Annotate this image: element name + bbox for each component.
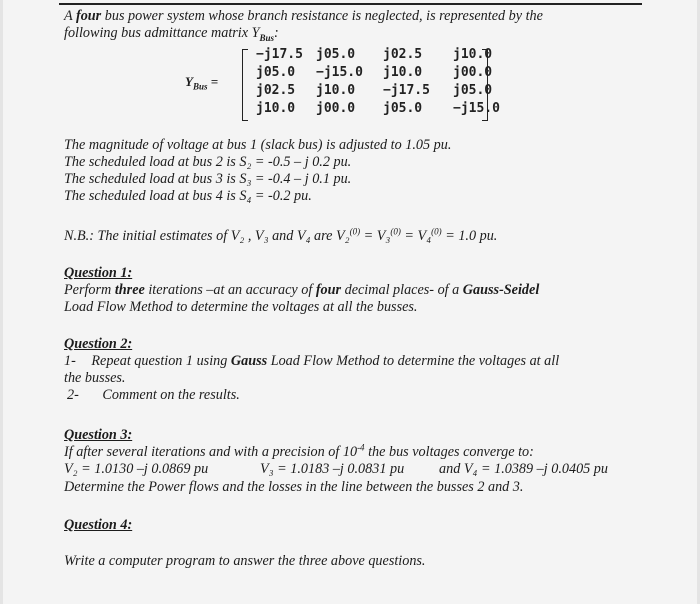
matrix-equals: = <box>210 74 219 89</box>
q2-item-1-line-2: the busses. <box>64 370 126 386</box>
matrix-cell-r4-c4: −j15.0 <box>453 101 500 116</box>
q3-v3: V₃ = 1.0183 –j 0.0831 pu <box>260 461 405 477</box>
q1-line-2: Load Flow Method to determine the voltages at all the busses. <box>64 299 418 315</box>
matrix-cell-r1-c3: j02.5 <box>383 47 423 62</box>
intro-text-c: bus power system whose branch resistance is neglected, is represented by the <box>101 8 543 24</box>
q4-line-1: Write a computer program to answer the three above questions. <box>64 553 426 569</box>
q2-item-1-text-a: Repeat question 1 using <box>91 353 231 369</box>
nb-sup-3: (0) <box>431 226 442 237</box>
q2-item-1 <box>64 353 559 369</box>
given-s3: The scheduled load at bus 3 is S₃ = -0.4 – j 0.1 pu. <box>64 171 352 187</box>
nb-text-c: = V₄ <box>400 228 432 244</box>
matrix-cell-r4-c3: j05.0 <box>383 101 423 116</box>
intro-line-2 <box>64 25 279 41</box>
matrix-cell-r2-c1: j05.0 <box>256 65 296 80</box>
q3-line-1 <box>64 444 534 460</box>
given-s4: The scheduled load at bus 4 is S₄ = -0.2 pu. <box>64 188 312 204</box>
q1-bold-four: four <box>315 282 342 298</box>
q1-bold-three: three <box>114 282 145 298</box>
left-margin-strip <box>0 0 3 604</box>
q2-item-1-text-c: Load Flow Method to determine the voltages at all <box>267 353 560 369</box>
matrix-cell-r2-c3: j10.0 <box>383 65 423 80</box>
matrix-cell-r4-c1: j10.0 <box>256 101 296 116</box>
nb-text-a: N.B.: The initial estimates of V₂ , V₃ and V₄ are V₂ <box>64 228 350 244</box>
matrix-label <box>185 74 218 90</box>
matrix-label-sub: Bus <box>192 81 208 92</box>
q3-v2: V₂ = 1.0130 –j 0.0869 pu <box>64 461 209 477</box>
q1-text-c: iterations –at an accuracy of <box>144 282 316 298</box>
matrix-cell-r3-c1: j02.5 <box>256 83 296 98</box>
matrix-cell-r3-c3: −j17.5 <box>383 83 430 98</box>
q3-text-a: If after several iterations and with a precision of 10 <box>64 444 358 460</box>
q2-item-2 <box>67 387 240 403</box>
q1-line-1 <box>64 282 539 298</box>
q2-item-2-number: 2- <box>67 387 79 403</box>
intro-line-1 <box>64 8 543 24</box>
q1-text-e: decimal places- of a <box>341 282 463 298</box>
q3-v4: and V₄ = 1.0389 –j 0.0405 pu <box>439 461 608 477</box>
nb-text-b: = V₃ <box>360 228 391 244</box>
matrix-cell-r1-c1: −j17.5 <box>256 47 303 62</box>
given-s2: The scheduled load at bus 2 is S₂ = -0.5 – j 0.2 pu. <box>64 154 352 170</box>
intro-text-a: A <box>64 8 76 24</box>
q3-title: Question 3: <box>64 427 133 443</box>
q3-text-b: the bus voltages converge to: <box>364 444 534 460</box>
q3-line-3: Determine the Power flows and the losses in the line between the busses 2 and 3. <box>64 479 524 495</box>
q4-title: Question 4: <box>64 517 133 533</box>
matrix-cell-r3-c2: j10.0 <box>316 83 356 98</box>
matrix-cell-r1-c4: j10.0 <box>453 47 493 62</box>
matrix-cell-r2-c2: −j15.0 <box>316 65 363 80</box>
nb-sup-1: (0) <box>349 226 361 237</box>
top-rule <box>59 3 642 5</box>
matrix-label-y: Y <box>185 74 193 89</box>
q2-title: Question 2: <box>64 336 133 352</box>
q1-bold-gauss-seidel: Gauss-Seidel <box>462 282 540 298</box>
intro-bold-four: four <box>75 8 102 24</box>
matrix-cell-r2-c4: j00.0 <box>453 65 493 80</box>
q2-item-1-number: 1- <box>64 353 76 369</box>
q1-title: Question 1: <box>64 265 133 281</box>
given-v1: The magnitude of voltage at bus 1 (slack bus) is adjusted to 1.05 pu. <box>64 137 452 153</box>
intro-line2-text: following bus admittance matrix Y <box>64 25 260 41</box>
matrix-left-bracket <box>242 49 248 121</box>
nb-text-d: = 1.0 pu. <box>441 228 498 244</box>
matrix-cell-r3-c4: j05.0 <box>453 83 493 98</box>
q2-item-1-bold-gauss: Gauss <box>230 353 268 369</box>
nb-sup-2: (0) <box>390 226 401 237</box>
q2-item-2-text: Comment on the results. <box>102 387 240 403</box>
q1-text-a: Perform <box>64 282 115 298</box>
matrix-cell-r1-c2: j05.0 <box>316 47 356 62</box>
intro-line2-colon: : <box>274 25 279 41</box>
intro-line2-sub: Bus <box>259 32 274 43</box>
matrix-cell-r4-c2: j00.0 <box>316 101 356 116</box>
q3-sup-precision: -4 <box>357 442 365 453</box>
nb-line <box>64 228 497 244</box>
